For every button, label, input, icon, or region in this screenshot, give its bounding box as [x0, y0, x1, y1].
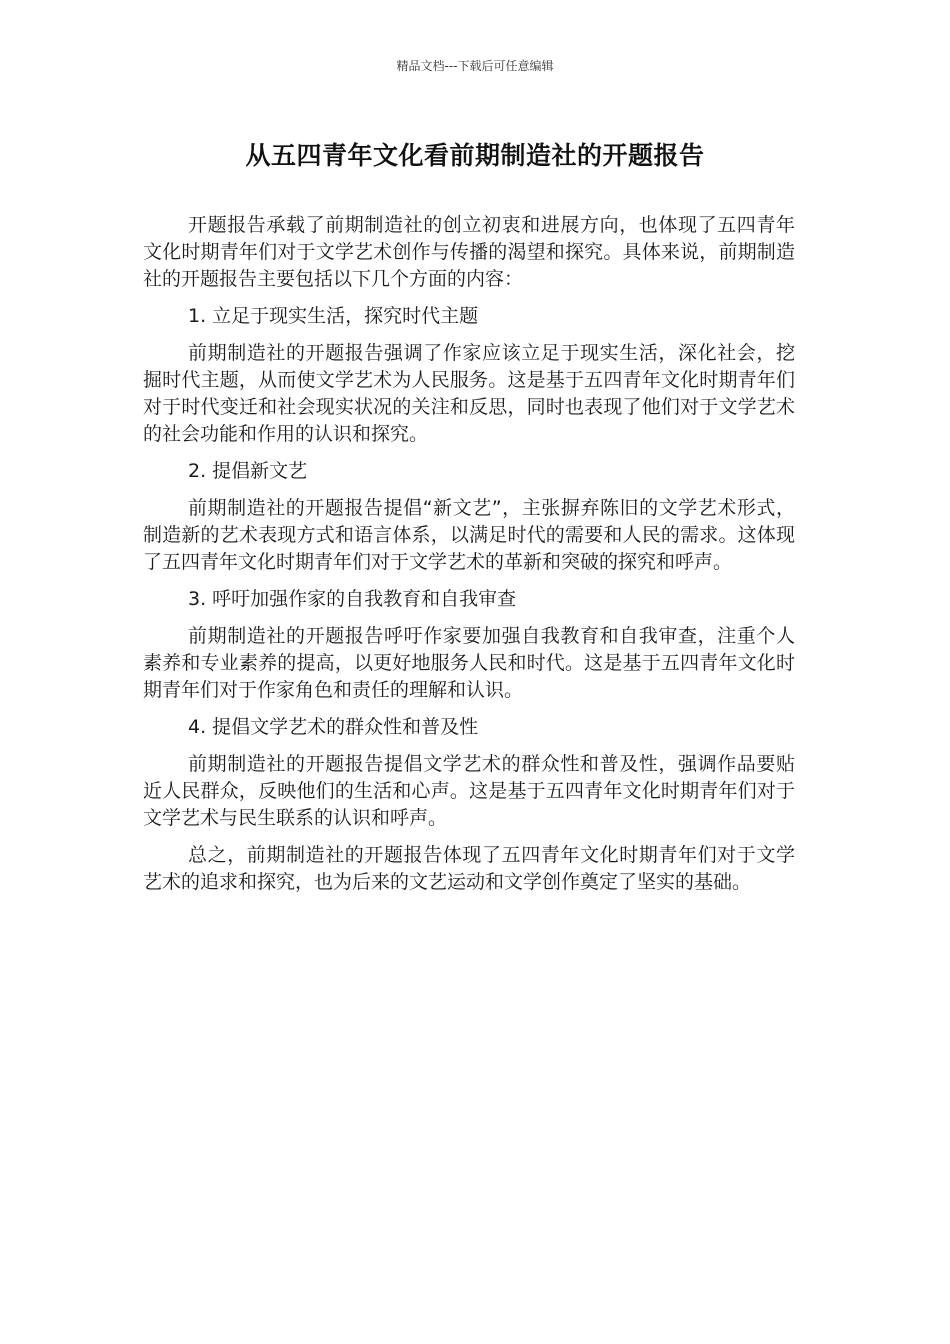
section-paragraph-4: 前期制造社的开题报告提倡文学艺术的群众性和普及性，强调作品要贴近人民群众，反映他们的生活和心声。这是基于五四青年文化时期青年们对于文学艺术与民生联系的认识和呼声。 — [143, 753, 795, 829]
section-heading-3: 3. 呼吁加强作家的自我教育和自我审查 — [188, 588, 517, 610]
section-heading-1: 1. 立足于现实生活，探究时代主题 — [188, 305, 479, 327]
section-paragraph-3: 前期制造社的开题报告呼吁作家要加强自我教育和自我审查，注重个人素养和专业素养的提高，以更好地服务人民和时代。这是基于五四青年文化时期青年们对于作家角色和责任的理解和认识。 — [143, 625, 795, 701]
document-body — [143, 212, 795, 906]
document-title: 从五四青年文化看前期制造社的开题报告 — [245, 141, 705, 170]
section-heading-4: 4. 提倡文学艺术的群众性和普及性 — [188, 716, 479, 738]
header-note: 精品文档---下载后可任意编辑 — [396, 59, 554, 73]
section-heading-2: 2. 提倡新文艺 — [188, 460, 308, 482]
conclusion-paragraph: 总之，前期制造社的开题报告体现了五四青年文化时期青年们对于文学艺术的追求和探究，也为后来的文艺运动和文学创作奠定了坚实的基础。 — [143, 844, 795, 893]
intro-paragraph: 开题报告承载了前期制造社的创立初衷和进展方向，也体现了五四青年文化时期青年们对于文学艺术创作与传播的渴望和探究。具体来说，前期制造社的开题报告主要包括以下几个方面的内容： — [143, 214, 795, 290]
section-paragraph-2: 前期制造社的开题报告提倡“新文艺”，主张摒弃陈旧的文学艺术形式，制造新的艺术表现方式和语言体系，以满足时代的需要和人民的需求。这体现了五四青年文化时期青年们对于文学艺术的革新和突破的探究和呼声。 — [143, 497, 795, 573]
section-paragraph-1: 前期制造社的开题报告强调了作家应该立足于现实生活，深化社会，挖掘时代主题，从而使文学艺术为人民服务。这是基于五四青年文化时期青年们对于时代变迁和社会现实状况的关注和反思，同时也表现了他们对于文学艺术的社会功能和作用的认识和探究。 — [143, 342, 795, 445]
